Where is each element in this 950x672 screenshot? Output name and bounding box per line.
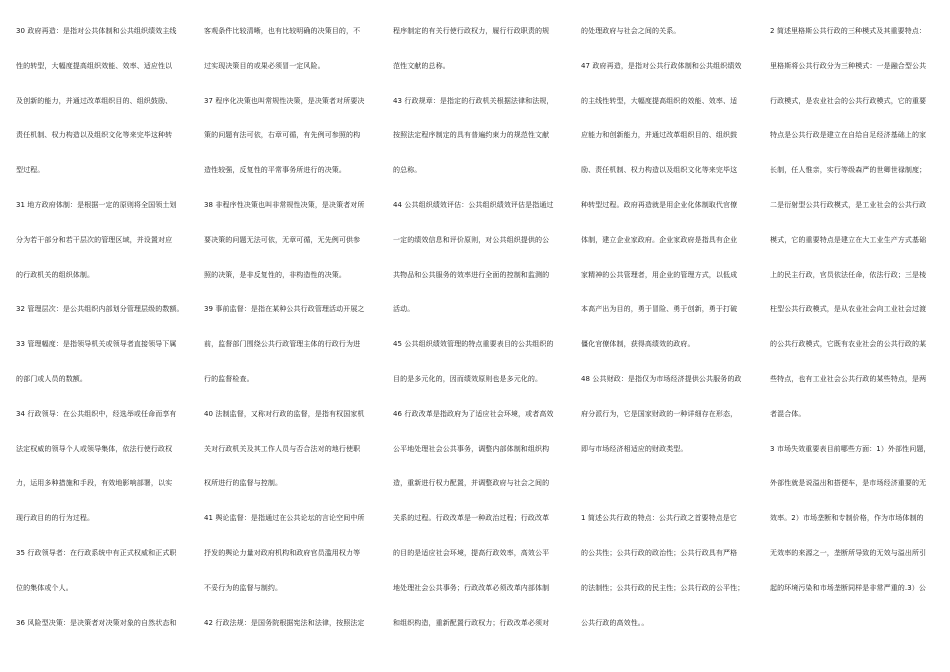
text-line: 39 事前监督：是指在某种公共行政管理活动开展之 <box>204 305 365 314</box>
text-line: 和组织构造，重新配置行政权力；行政改革必须对 <box>393 618 550 627</box>
text-line: 性的转型，大幅度提高组织效能、效率、适应性以 <box>16 61 173 70</box>
text-line: 活动。 <box>393 305 415 314</box>
text-line: 励、责任机制、权力构造以及组织文化等来完毕这 <box>581 166 738 175</box>
text-line: 公平地处理社会公共事务，调整内部体制和组织构 <box>393 444 550 453</box>
text-line: 35 行政领导者：在行政系统中有正式权威和正式职 <box>16 549 177 557</box>
text-line: 力，运用多种措施和手段，有效地影响部署，以实 <box>16 479 173 488</box>
text-line: 前，监督部门围绕公共行政管理主体的行政行为进 <box>204 340 361 349</box>
text-line: 地处理社会公共事务；行政改革必须改革内部体制 <box>393 583 550 592</box>
text-line: 府分派行为，它是国家财政的一种详细存在形态， <box>581 409 738 418</box>
text-line: 造，重新进行权力配置，并调整政府与社会之间的 <box>393 479 550 488</box>
text-line: 33 管理幅度：是指领导机关或领导者直接领导下属 <box>16 340 177 349</box>
text-line: 行的监督检查。 <box>204 375 254 383</box>
text-line: 及创新的能力，并通过改革组织目的、组织鼓励、 <box>16 96 173 105</box>
text-line: 37 程序化决策也叫常规性决策，是决策者对所要决 <box>204 96 365 105</box>
text-line: 46 行政改革是指政府为了适应社会环境，或者高效 <box>393 409 554 418</box>
text-line: 关对行政机关及其工作人员与否合法对的地行使职 <box>204 444 361 453</box>
text-line: 43 行政规章：是指定的行政机关根据法律和法规， <box>393 96 554 105</box>
text-line: 起的环境污染和市场垄断同样是非常严重的.3）公 <box>770 583 926 592</box>
text-line: 长制，任人惟亲，实行等级森严的世卿世禄制度； <box>770 166 927 175</box>
text-line: 41 舆论监督：是指通过在公共论坛的言论空间中所 <box>204 514 365 523</box>
text-line: 抒发的舆论力量对政府机构和政府官员滥用权力等 <box>204 549 361 557</box>
text-line: 柱型公共行政模式，是从农业社会向工业社会过渡 <box>770 305 927 314</box>
text-line: 的法制性；公共行政的民主性；公共行政的公平性； <box>581 583 745 592</box>
text-line: 34 行政领导：在公共组织中，经选举或任命而享有 <box>16 409 177 418</box>
text-column-5 <box>770 0 950 672</box>
text-line: 按照法定程序制定的具有普遍约束力的规范性文献 <box>393 131 550 140</box>
text-line: 2 简述里格斯公共行政的三种模式及其重要特点： <box>770 27 926 35</box>
text-line: 的行政机关的组织体制。 <box>16 270 95 279</box>
text-column-4 <box>581 0 751 672</box>
text-line: 的公共行政模式，它既有农业社会的公共行政的某 <box>770 340 927 349</box>
text-line: 的处理政府与社会之间的关系。 <box>581 27 681 35</box>
text-line: 效率。2）市场垄断和专制价格，作为市场体制的 <box>770 514 924 523</box>
text-line: 47 政府再造，是指对公共行政体制和公共组织绩效 <box>581 61 742 70</box>
text-line: 过实现决策目的或果必须冒一定风险。 <box>204 61 325 70</box>
text-line: 的总称。 <box>393 166 422 175</box>
text-line: 31 地方政府体制：是根据一定的原则将全国领土划 <box>16 201 177 209</box>
text-line: 的目的是适应社会环境，提高行政效率，高效公平 <box>393 549 550 557</box>
text-line: 要决策的问题无法可依，无章可循，无先例可供参 <box>204 235 361 244</box>
text-line: 特点是公共行政是建立在自给自足经济基础上的家 <box>770 131 927 140</box>
text-line: 体制，建立企业家政府。企业家政府是指具有企业 <box>581 235 738 244</box>
text-line: 30 政府再造：是指对公共体制和公共组织绩效主线 <box>16 27 177 35</box>
text-line: 程序制定的有关行使行政权力，履行行政职责的规 <box>393 27 550 35</box>
text-line: 32 管理层次：是公共组织内部划分管理层级的数额。 <box>16 305 184 314</box>
text-line: 3 市场失效重要表目前哪些方面：1）外部性问题， <box>770 444 931 453</box>
text-line: 范性文献的总称。 <box>393 61 450 70</box>
text-line: 目的是多元化的，因而绩效原则也是多元化的。 <box>393 375 543 383</box>
text-line: 僵化官僚体制，获得高绩效的政府。 <box>581 340 695 349</box>
text-line: 客观条件比较清晰，也有比较明确的决策目的，不 <box>204 27 361 35</box>
text-line: 45 公共组织绩效管理的特点重要表目的公共组织的 <box>393 340 554 349</box>
text-line: 权所进行的监督与控制。 <box>204 479 283 488</box>
text-line: 44 公共组织绩效评估：公共组织绩效评估是指通过 <box>393 201 554 209</box>
text-line: 的部门或人员的数额。 <box>16 375 87 383</box>
text-line: 不妥行为的监督与制约。 <box>204 583 283 592</box>
text-line: 照的决策，是非反复性的，非构造性的决策。 <box>204 270 346 279</box>
text-line: 36 风险型决策：是决策者对决策对象的自然状态和 <box>16 618 177 627</box>
text-line: 法定权威的领导个人或领导集体，依法行使行政权 <box>16 444 173 453</box>
text-line: 造性较强，反复性的平常事务所进行的决策。 <box>204 166 346 175</box>
text-line: 一定的绩效信息和评价原则，对公共组织提供的公 <box>393 235 550 244</box>
text-line: 应能力和创新能力，并通过改革组织目的、组织鼓 <box>581 131 738 140</box>
text-line: 本高产出为目的，勇于冒险、勇于创新，勇于打破 <box>581 305 738 314</box>
text-line: 的公共性；公共行政的政治性；公共行政具有严格 <box>581 549 738 557</box>
text-line: 40 法制监督，又称对行政的监督，是指有权国家机 <box>204 409 365 418</box>
text-line: 关系的过程。行政改革是一种政治过程；行政改革 <box>393 514 550 523</box>
text-line: 公共行政的高效性。。 <box>581 618 649 627</box>
text-line: 共物品和公共服务的效率进行全面的控制和监测的 <box>393 270 550 279</box>
text-line: 1 简述公共行政的特点：公共行政之首要特点是它 <box>581 514 737 523</box>
text-line: 42 行政法规：是国务院根据宪法和法律，按照法定 <box>204 618 365 627</box>
text-line: 者混合体。 <box>770 409 806 418</box>
text-column-1 <box>16 0 186 672</box>
text-line: 上的民主行政，官员依法任命，依法行政；三是棱 <box>770 270 927 279</box>
text-line: 家精神的公共管理者，用企业的管理方式，以低成 <box>581 270 738 279</box>
text-line: 责任机制、权力构造以及组织文化等来完毕这种转 <box>16 131 173 140</box>
text-column-2 <box>204 0 374 672</box>
text-line: 二是衍射型公共行政模式，是工业社会的公共行政 <box>770 201 927 209</box>
text-line: 种转型过程。政府再造就是用企业化体制取代官僚 <box>581 201 738 209</box>
text-line: 外部性就是说溢出和搭便车，是市场经济重要的无 <box>770 479 927 488</box>
text-line: 的主线性转型，大幅度提高组织的效能、效率、适 <box>581 96 738 105</box>
text-line: 即与市场经济相适应的财政类型。 <box>581 444 688 453</box>
text-line: 分为若干部分和若干层次的管理区域，并设置对应 <box>16 235 173 244</box>
text-line: 现行政目的的行为过程。 <box>16 514 95 523</box>
text-line: 位的集体或个人。 <box>16 583 73 592</box>
text-column-3 <box>393 0 563 672</box>
text-line: 无效率的来源之一，垄断所导致的无效与溢出所引 <box>770 549 927 557</box>
text-line: 行政模式，是农业社会的公共行政模式，它的重要 <box>770 96 927 105</box>
text-line: 策的问题有法可依，右章可循，有先例可参照的构 <box>204 131 361 140</box>
text-line: 型过程。 <box>16 166 45 175</box>
text-line: 些特点，也有工业社会公共行政的某些特点，是两 <box>770 375 927 383</box>
text-line: 里格斯将公共行政分为三种模式：一是融合型公共 <box>770 61 927 70</box>
text-line: 38 非程序性决策也叫非常规性决策，是决策者对所 <box>204 201 365 209</box>
text-line: 模式，它的重要特点是建立在大工业生产方式基础 <box>770 235 927 244</box>
text-line: 48 公共财政：是指仅为市场经济提供公共服务的政 <box>581 375 742 383</box>
